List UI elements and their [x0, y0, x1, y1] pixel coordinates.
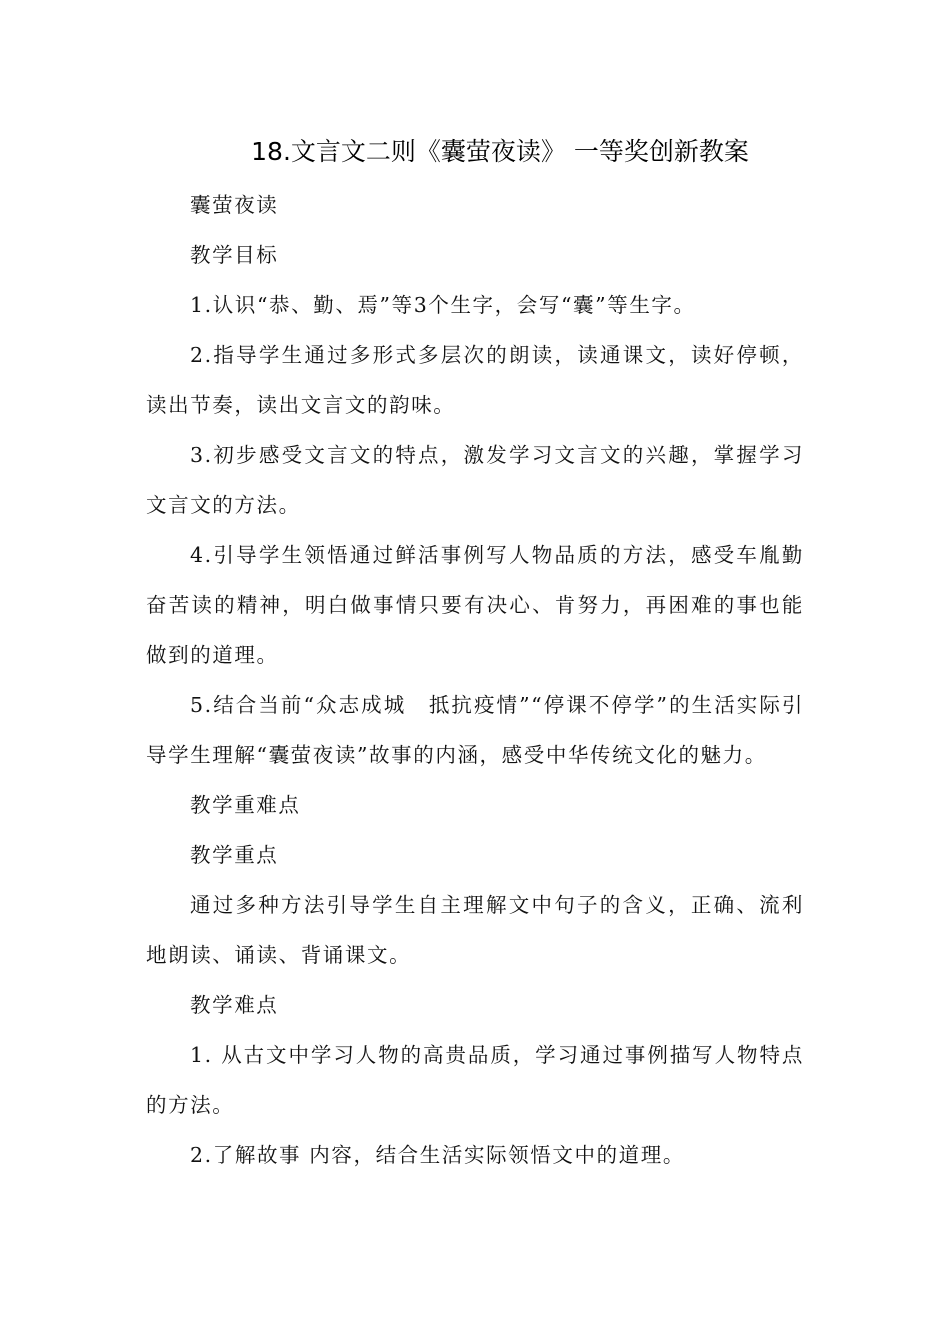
- objective-item-1: 1.认识“恭、勤、焉”等3个生字，会写“囊”等生字。: [190, 293, 696, 317]
- objective-item-4: 4.引导学生领悟通过鲜活事例写人物品质的方法，感受车胤勤奋苦读的精神，明白做事情只要有决心、肯努力，再困难的事也能做到的道理。: [146, 543, 804, 667]
- section-heading-key-points: 教学重点: [190, 843, 279, 867]
- section-heading-key-difficult: 教学重难点: [190, 793, 301, 817]
- key-point-text: 通过多种方法引导学生自主理解文中句子的含义，正确、流利地朗读、诵读、背诵课文。: [146, 893, 804, 967]
- objective-item-2: 2.指导学生通过多形式多层次的朗读，读通课文，读好停顿，读出节奏，读出文言文的韵味。: [146, 343, 804, 417]
- section-heading-objectives: 教学目标: [190, 243, 279, 267]
- page-title: 18.文言文二则《囊萤夜读》 一等奖创新教案: [251, 137, 749, 166]
- lesson-name: 囊萤夜读: [190, 193, 279, 217]
- objective-item-3: 3.初步感受文言文的特点，激发学习文言文的兴趣，掌握学习文言文的方法。: [146, 443, 804, 517]
- document-body: [146, 180, 804, 1180]
- section-heading-difficulties: 教学难点: [190, 993, 279, 1017]
- objective-item-5: 5.结合当前“众志成城 抵抗疫情”“停课不停学”的生活实际引导学生理解“囊萤夜读”故事的内涵，感受中华传统文化的魅力。: [146, 693, 804, 767]
- difficulty-item-1: 1. 从古文中学习人物的高贵品质，学习通过事例描写人物特点的方法。: [146, 1043, 804, 1117]
- difficulty-item-2: 2.了解故事 内容，结合生活实际领悟文中的道理。: [190, 1143, 685, 1167]
